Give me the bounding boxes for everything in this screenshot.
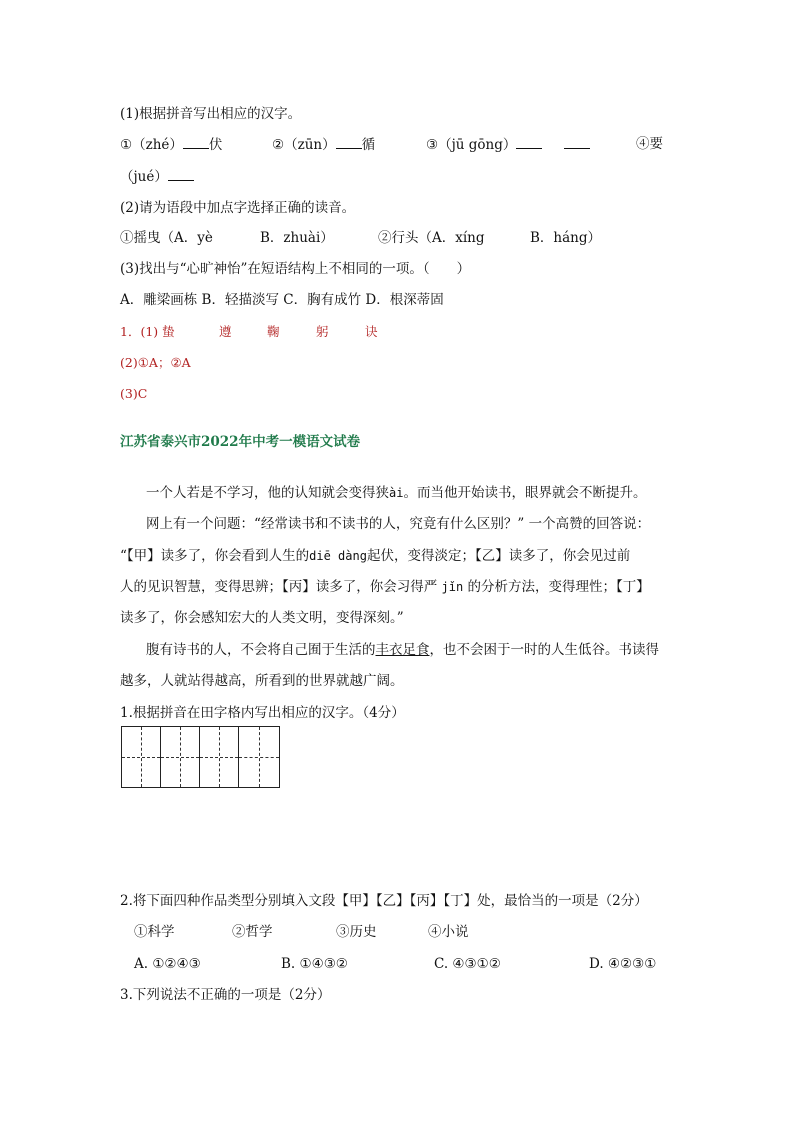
tianzige-cell[interactable]	[200, 727, 239, 787]
choice-a[interactable]: A. ①②④③	[134, 956, 201, 972]
passage-p4	[120, 577, 650, 597]
passage-p6	[146, 640, 659, 660]
tianzige-cell[interactable]	[122, 727, 161, 787]
passage-text: 人的见识智慧，变得思辨；【丙】读多了，你会习得严	[120, 579, 438, 595]
answer-2: (2)①A；②A	[120, 355, 191, 370]
q2-option-b: B．zhuài）	[260, 230, 334, 246]
tianzige-cell[interactable]	[239, 727, 279, 787]
tianzige-cell[interactable]	[161, 727, 200, 787]
q1-instruction: (1)根据拼音写出相应的汉字。	[120, 106, 302, 122]
answer-1-w4: 躬	[316, 324, 329, 339]
passage-text: 一个人若是不学习，他的认知就会变得狭	[146, 485, 389, 501]
passage-text: 腹有诗书的人，不会将自己囿于生活的	[146, 642, 376, 658]
answer-1-w2: 遵	[219, 324, 232, 339]
type-1: ①科学	[134, 924, 175, 940]
choice-d[interactable]: D. ④②③①	[589, 956, 657, 972]
answer-3: (3)C	[120, 386, 148, 401]
q2-option-c: ②行头（A．xíng	[378, 230, 485, 246]
exam-title: 江苏省泰兴市2022年中考一模语文试卷	[120, 434, 361, 450]
passage-text: ，也不会困于一时的人生低谷。书读得	[429, 642, 659, 658]
item-1-suffix: 伏	[208, 137, 223, 153]
q3-options: A．雕梁画栋 B．轻描淡写 C．胸有成竹 D．根深蒂固	[120, 292, 444, 308]
q2-instruction: (2)请为语段中加点字选择正确的读音。	[120, 200, 356, 216]
type-3: ③历史	[336, 924, 377, 940]
passage-p3	[120, 546, 630, 566]
item-4-pinyin: （jué）	[120, 169, 168, 185]
item-1-pinyin: ①（zhé）	[120, 137, 183, 153]
passage-text: 起伏，变得淡定；【乙】读多了，你会见过前	[366, 548, 631, 564]
passage-text: 的分析方法，变得理性；【丁】	[467, 579, 650, 595]
q1-row	[120, 134, 222, 155]
blank	[516, 134, 542, 149]
blank	[168, 166, 194, 181]
item-2-pinyin: ②（zūn）	[272, 137, 336, 153]
q1-row-item2	[272, 134, 375, 155]
item-2-suffix: 循	[361, 137, 376, 153]
tianzige-grid[interactable]	[121, 726, 280, 788]
item-3-pinyin: ③（jū gōng）	[426, 137, 517, 153]
blank	[336, 134, 362, 149]
q1-row-item4: ④要	[636, 136, 663, 152]
passage-text: 。而当他开始读书，眼界就会不断提升。	[403, 485, 647, 501]
q1-row-item4-cont	[120, 166, 194, 187]
pinyin: diē dàng	[309, 549, 367, 563]
question-3: 3.下列说法不正确的一项是（2分）	[120, 987, 331, 1003]
blank	[564, 134, 590, 149]
answer-1-w5: 诀	[365, 324, 378, 339]
answer-1-w3: 鞠	[267, 324, 280, 339]
choice-b[interactable]: B. ①④③②	[281, 956, 348, 972]
pinyin: jǐn	[441, 580, 464, 594]
passage-text: “【甲】读多了，你会看到人生的	[120, 548, 310, 564]
choice-c[interactable]: C. ④③①②	[434, 956, 501, 972]
q1-row-item3	[426, 134, 590, 155]
type-4: ④小说	[428, 924, 469, 940]
type-2: ②哲学	[232, 924, 273, 940]
underlined-phrase: 丰衣足食	[375, 642, 430, 658]
q2-option-d: B．háng）	[530, 230, 602, 246]
answer-1: 1．(1) 蛰	[120, 324, 175, 339]
blank	[183, 134, 209, 149]
q3-instruction: (3)找出与“心旷神怡”在短语结构上不相同的一项。（ ）	[120, 261, 471, 277]
passage-p2: 网上有一个问题：“经常读书和不读书的人，究竟有什么区别？” 一个高赞的回答说：	[146, 516, 651, 532]
q2-option-a: ①摇曳（A．yè	[120, 230, 213, 246]
passage-p7: 越多，人就站得越高，所看到的世界就越广阔。	[120, 673, 404, 689]
question-2: 2.将下面四种作品类型分别填入文段【甲】【乙】【丙】【丁】处，最恰当的一项是（2分）	[120, 893, 648, 909]
passage-p5: 读多了，你会感知宏大的人类文明，变得深刻。”	[120, 610, 404, 626]
question-1: 1.根据拼音在田字格内写出相应的汉字。（4分）	[120, 705, 405, 721]
passage-p1	[146, 483, 646, 503]
pinyin: ài	[389, 486, 404, 500]
